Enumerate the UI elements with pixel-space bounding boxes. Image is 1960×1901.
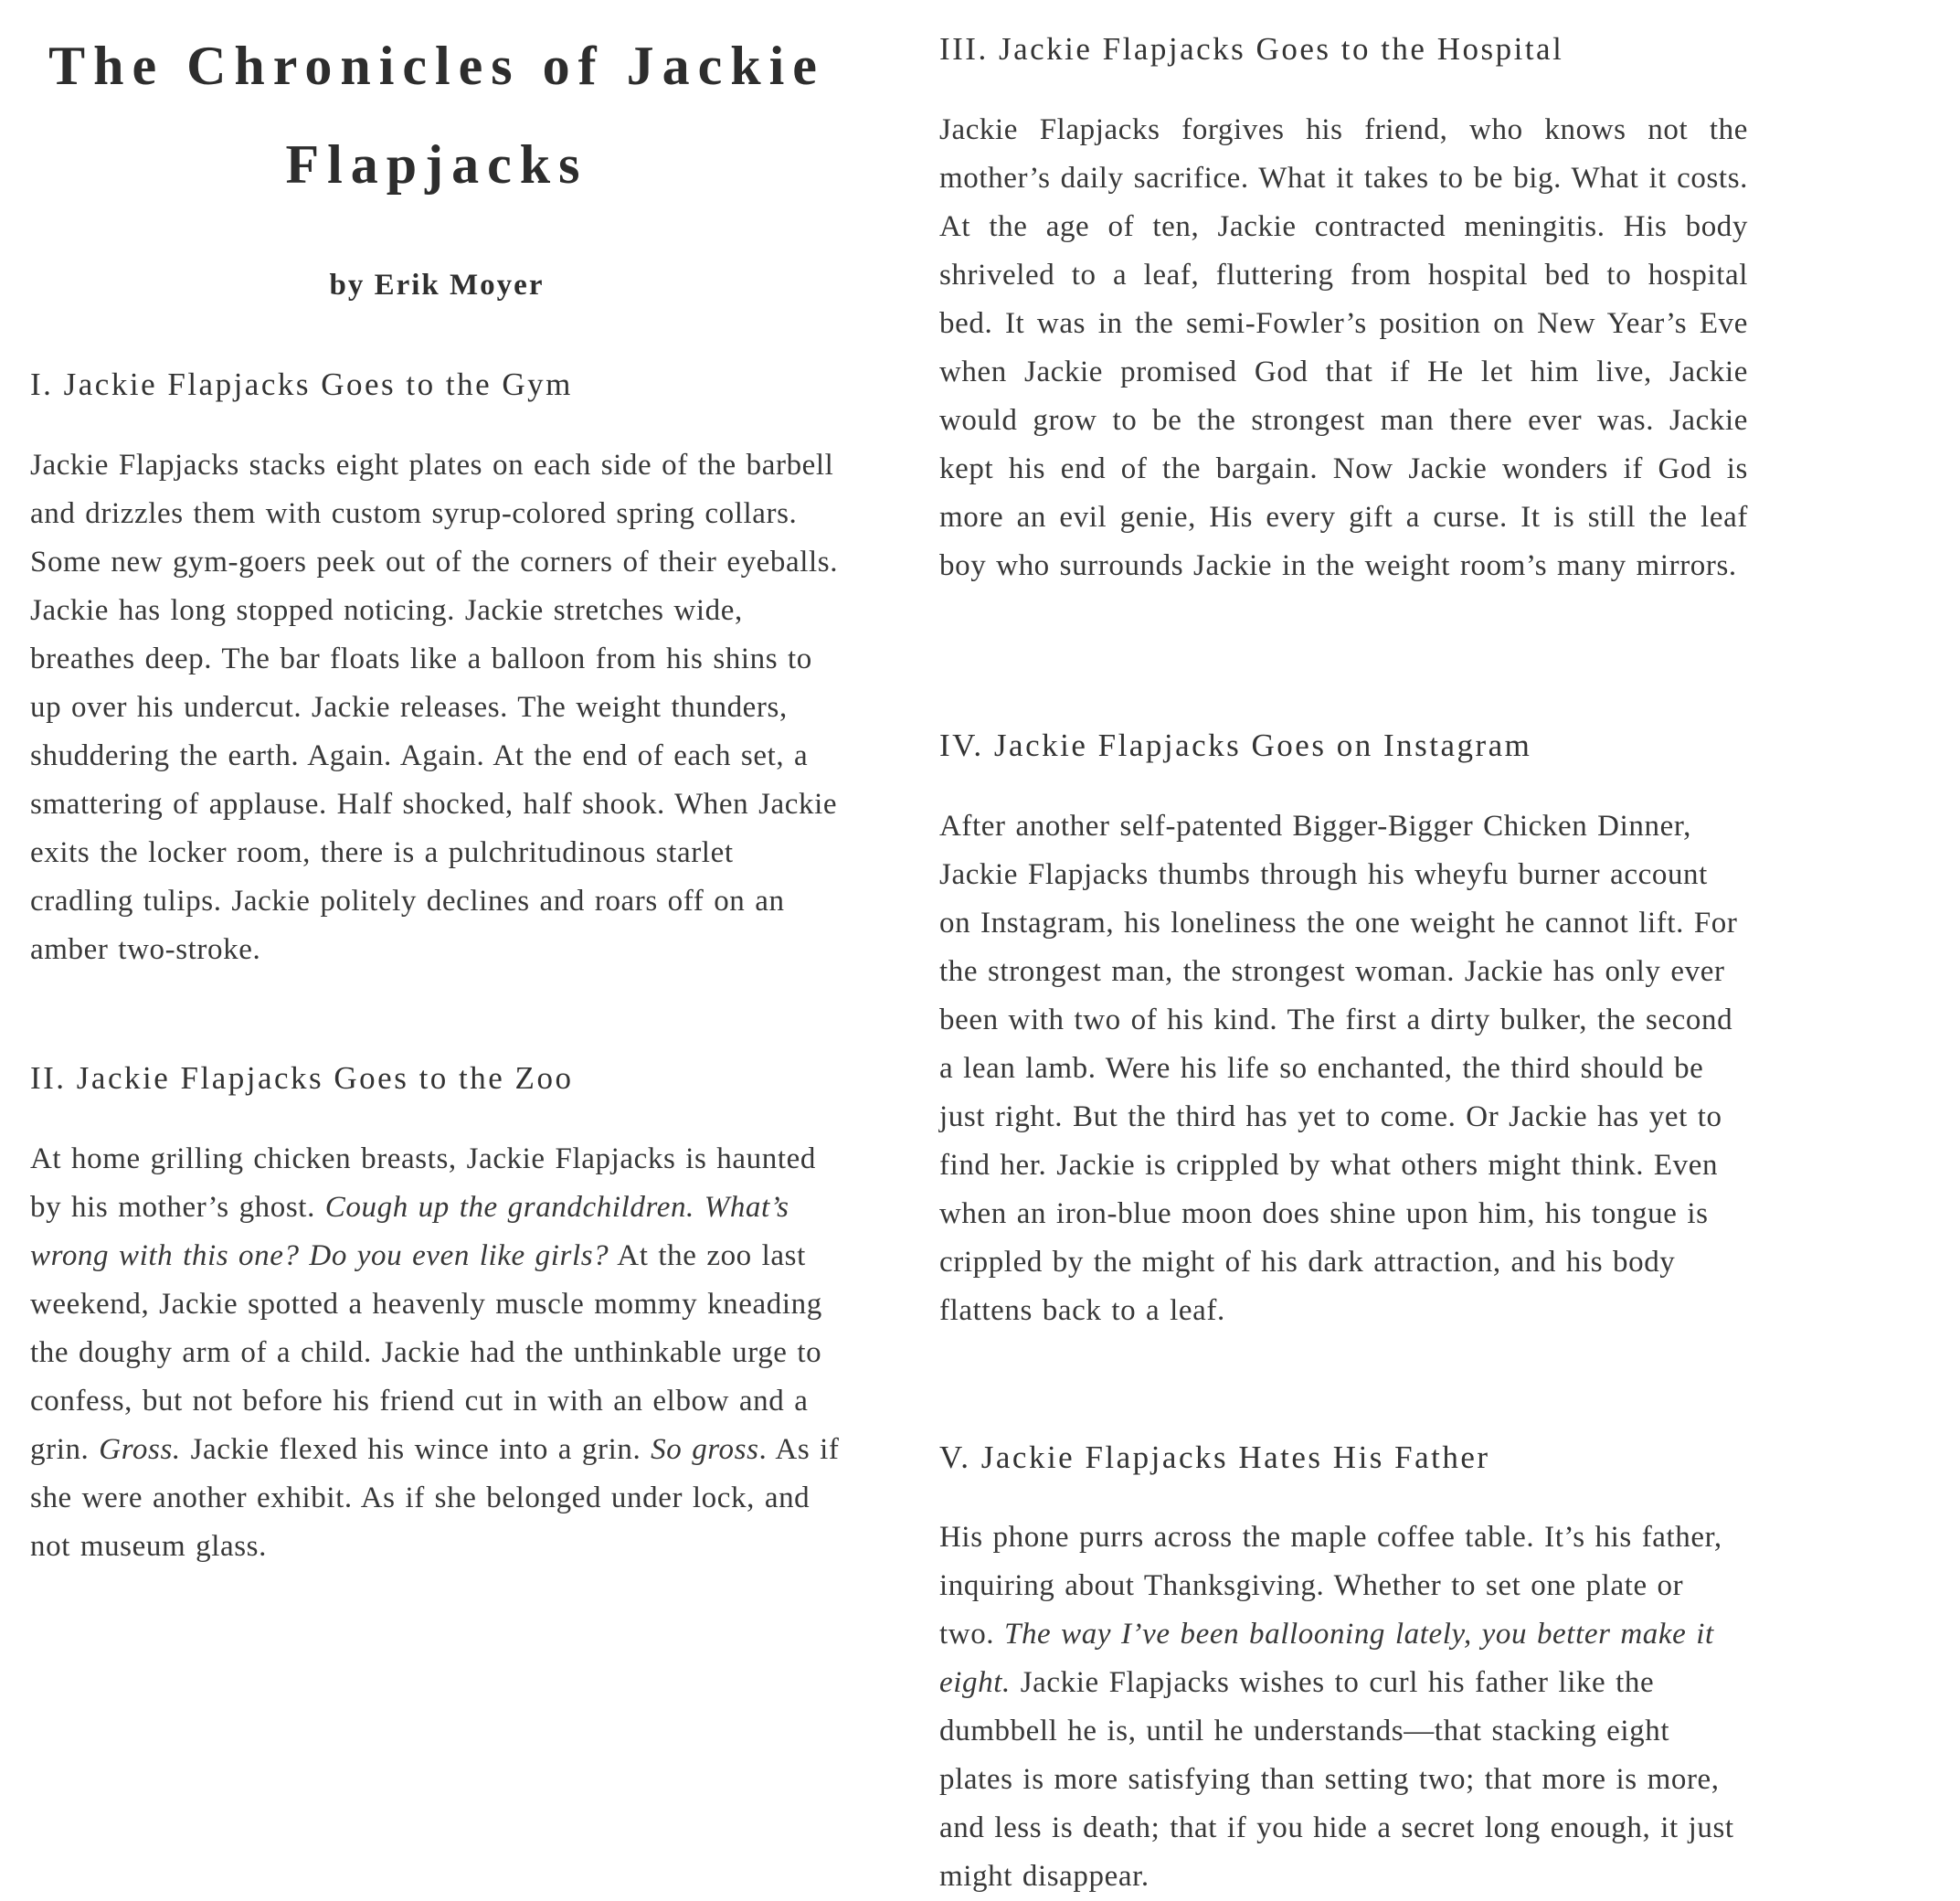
section-zoo-heading: II. Jackie Flapjacks Goes to the Zoo xyxy=(30,1058,843,1099)
section-father xyxy=(939,1438,1748,1901)
right-column xyxy=(939,16,1748,1901)
section-father-heading: V. Jackie Flapjacks Hates His Father xyxy=(939,1438,1748,1478)
section-hospital-paragraph: Jackie Flapjacks forgives his friend, who knows not the mother’s daily sacrifice. What it takes to be big. What it costs. At the age of ten, Jackie contracted meningitis. His body shriveled to a leaf, fluttering from hospital bed to hospital bed. It was in the semi-Fowler’s position on New Year’s Eve when Jackie promised God that if He let him live, Jackie would grow to be the strongest man there ever was. Jackie kept his end of the bargain. Now Jackie wonders if God is more an evil genie, His every gift a curse. It is still the leaf boy who surrounds Jackie in the weight room’s many mirrors. xyxy=(939,106,1748,590)
section-instagram-paragraph: After another self-patented Bigger-Bigger Chicken Dinner, Jackie Flapjacks thumbs through his wheyfu burner account on Instagram, his loneliness the one weight he cannot lift. For the strongest man, the strongest woman. Jackie has only ever been with two of his kind. The first a dirty bulker, the second a lean lamb. Were his life so enchanted, the third should be just right. But the third has yet to come. Or Jackie has yet to find her. Jackie is crippled by what others might think. Even when an iron-blue moon does shine upon him, his tongue is crippled by the might of his dark attraction, and his body flattens back to a leaf. xyxy=(939,802,1748,1335)
section-hospital-heading: III. Jackie Flapjacks Goes to the Hospital xyxy=(939,29,1748,69)
byline: by Erik Moyer xyxy=(30,269,843,303)
section-zoo xyxy=(30,1058,843,1571)
section-zoo-paragraph: At home grilling chicken breasts, Jackie Flapjacks is haunted by his mother’s ghost. Cough up the grandchildren. What’s wrong with this one? Do you even like girls? At the zoo last weekend, Jackie spotted a heavenly muscle mommy kneading the doughy arm of a child. Jackie had the unthinkable urge to confess, but not before his friend cut in with an elbow and a grin. Gross. Jackie flexed his wince into a grin. So gross. As if she were another exhibit. As if she belonged under lock, and not museum glass. xyxy=(30,1135,843,1571)
section-gym xyxy=(30,365,843,974)
section-gym-paragraph: Jackie Flapjacks stacks eight plates on each side of the barbell and drizzles them with custom syrup-colored spring collars. Some new gym-goers peek out of the corners of their eyeballs. Jackie has long stopped noticing. Jackie stretches wide, breathes deep. The bar floats like a balloon from his shins to up over his undercut. Jackie releases. The weight thunders, shuddering the earth. Again. Again. At the end of each set, a smattering of applause. Half shocked, half shook. When Jackie exits the locker room, there is a pulchritudinous starlet cradling tulips. Jackie politely declines and roars off on an amber two-stroke. xyxy=(30,441,843,974)
section-instagram xyxy=(939,726,1748,1335)
section-instagram-heading: IV. Jackie Flapjacks Goes on Instagram xyxy=(939,726,1748,766)
section-father-paragraph: His phone purrs across the maple coffee table. It’s his father, inquiring about Thanksgiving. Whether to set one plate or two. The way I’ve been ballooning lately, you better make it eight. Jackie Flapjacks wishes to curl his father like the dumbbell he is, until he understands—that stacking eight plates is more satisfying than setting two; that more is more, and less is death; that if you hide a secret long enough, it just might disappear. xyxy=(939,1513,1748,1901)
section-hospital xyxy=(939,29,1748,590)
section-gym-heading: I. Jackie Flapjacks Goes to the Gym xyxy=(30,365,843,405)
document-title: The Chronicles of Jackie Flapjacks xyxy=(5,16,869,214)
left-column xyxy=(30,16,843,1901)
